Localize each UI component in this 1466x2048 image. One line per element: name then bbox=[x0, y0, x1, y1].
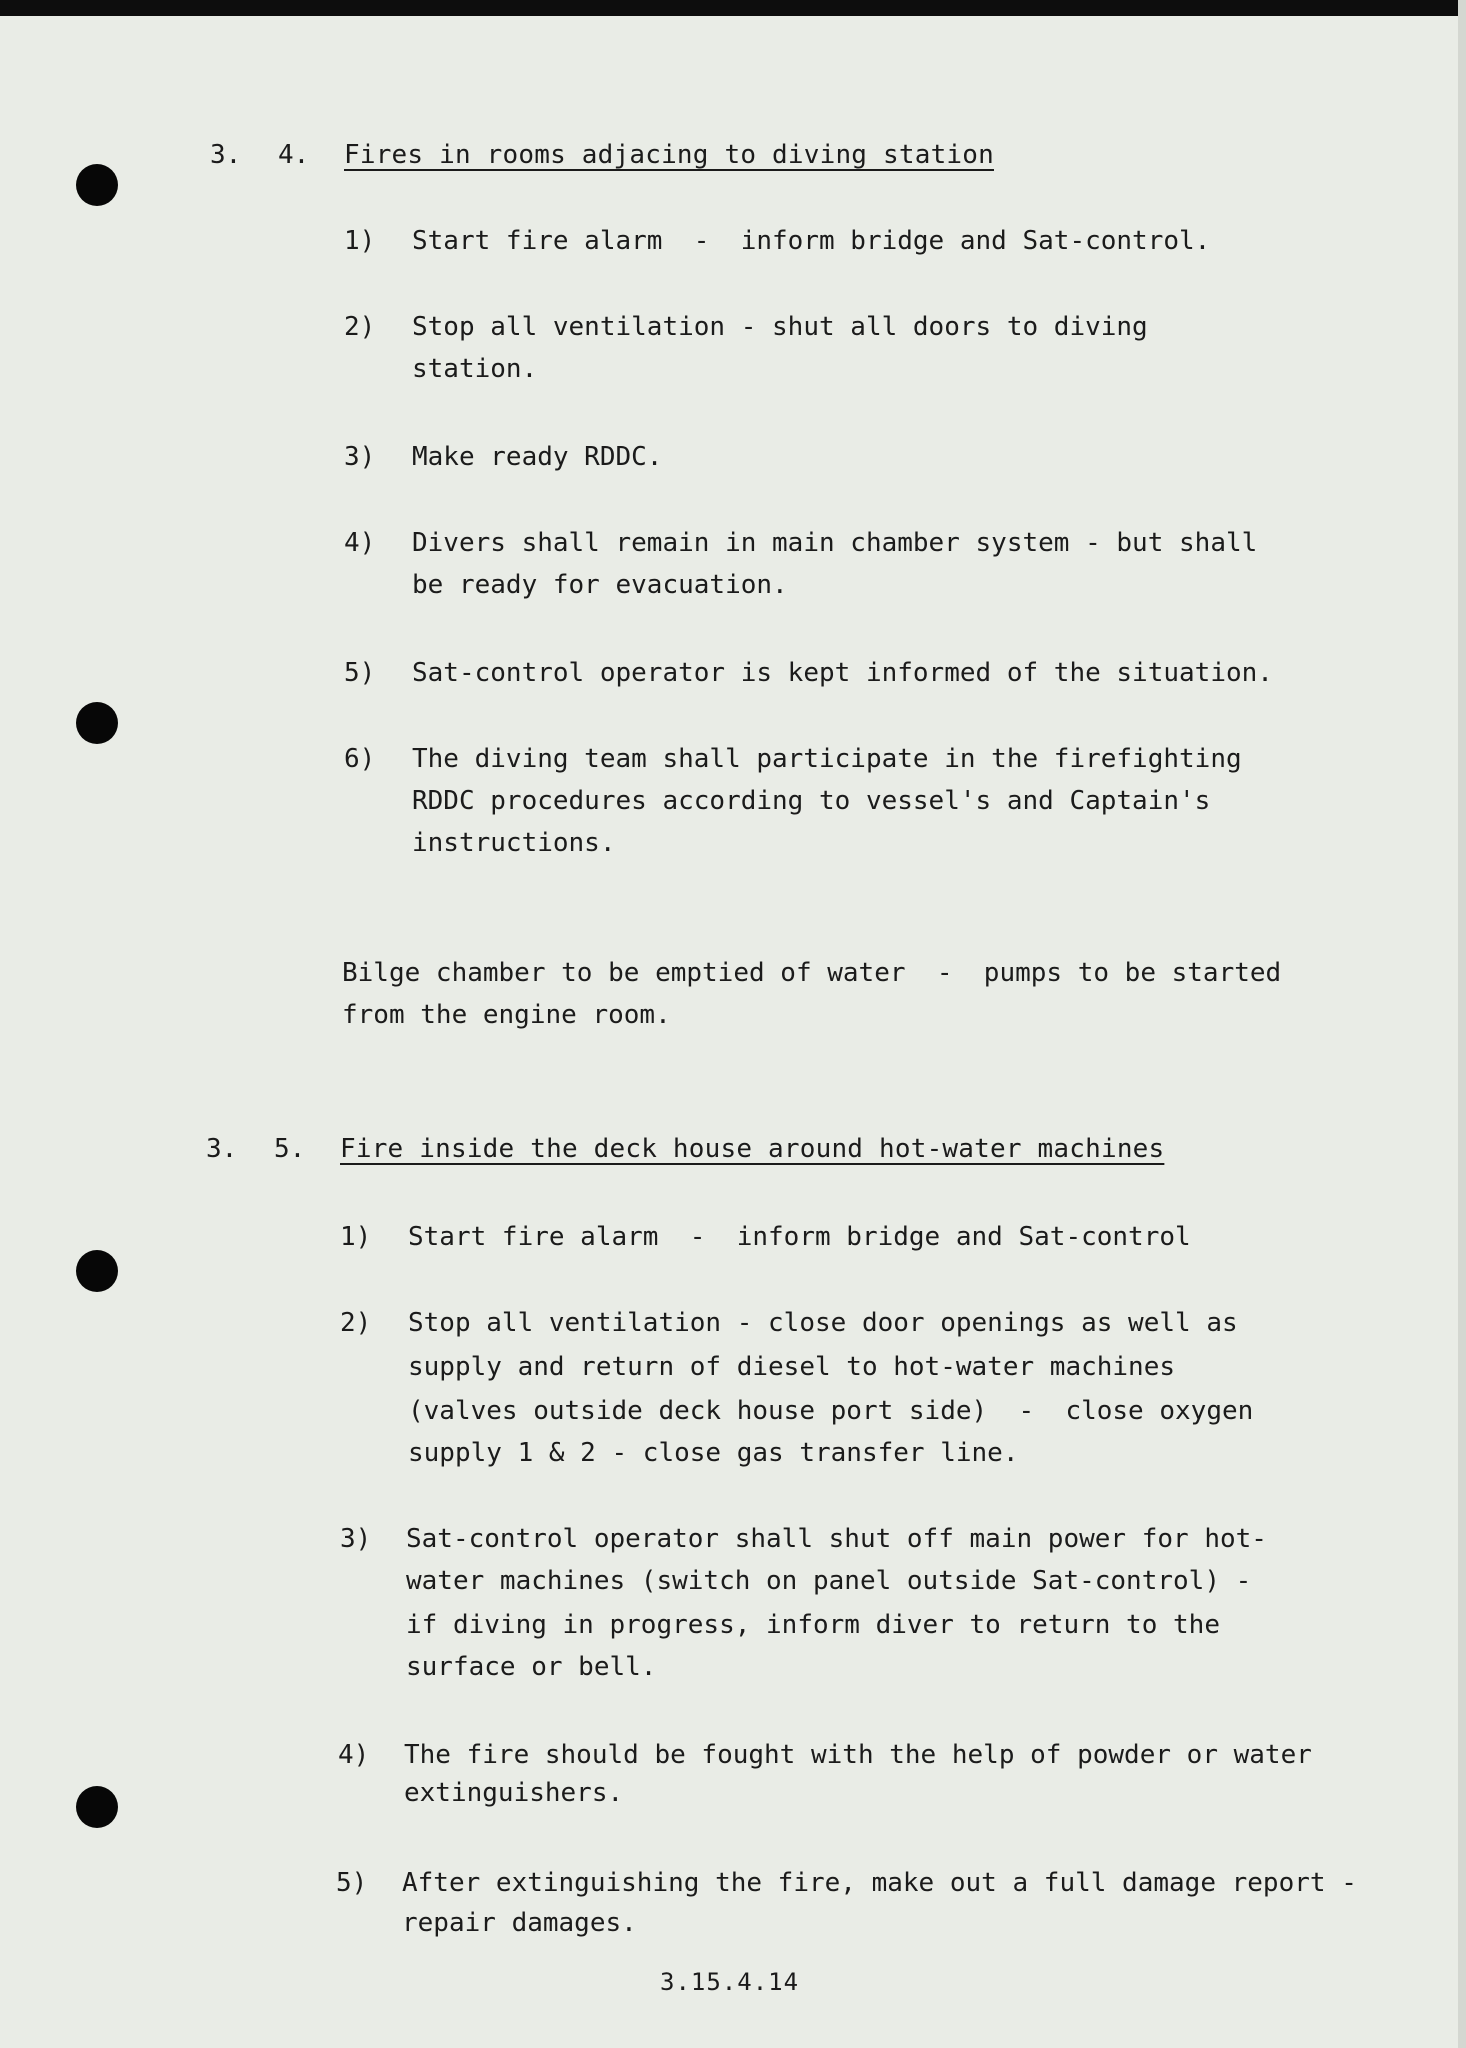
s35-item-1-number: 1) bbox=[340, 1222, 372, 1252]
punch-hole-1 bbox=[76, 164, 118, 206]
s34-item-3-line-1: Make ready RDDC. bbox=[412, 442, 663, 472]
s35-item-4-number: 4) bbox=[338, 1740, 370, 1770]
section-34-number-major: 3. bbox=[210, 140, 242, 170]
punch-hole-3 bbox=[76, 1250, 118, 1292]
s35-item-3-line-1: Sat-control operator shall shut off main power for hot- bbox=[406, 1524, 1267, 1554]
s35-item-3-line-2: water machines (switch on panel outside Sat-control) - bbox=[406, 1566, 1252, 1596]
punch-hole-4 bbox=[76, 1786, 118, 1828]
s34-item-1-number: 1) bbox=[344, 226, 376, 256]
s34-item-4-number: 4) bbox=[344, 528, 376, 558]
s34-item-5-line-1: Sat-control operator is kept informed of the situation. bbox=[412, 658, 1273, 688]
s34-item-2-line-2: station. bbox=[412, 354, 538, 384]
page-code: 3.15.4.14 bbox=[660, 1968, 800, 1996]
s34-item-4-line-2: be ready for evacuation. bbox=[412, 570, 788, 600]
s34-item-2-number: 2) bbox=[344, 312, 376, 342]
s35-item-5-line-1: After extinguishing the fire, make out a full damage report - bbox=[402, 1868, 1357, 1898]
s34-item-1-line-1: Start fire alarm - inform bridge and Sat-control. bbox=[412, 226, 1211, 256]
s35-item-1-line-1: Start fire alarm - inform bridge and Sat-control bbox=[408, 1222, 1191, 1252]
s35-item-2-number: 2) bbox=[340, 1308, 372, 1338]
s35-item-3-line-3: if diving in progress, inform diver to return to the bbox=[406, 1610, 1220, 1640]
s35-item-2-line-3: (valves outside deck house port side) - close oxygen bbox=[408, 1396, 1254, 1426]
s35-item-2-line-1: Stop all ventilation - close door openings as well as bbox=[408, 1308, 1238, 1338]
s35-item-2-line-4: supply 1 & 2 - close gas transfer line. bbox=[408, 1438, 1019, 1468]
section-34-number-minor: 4. bbox=[278, 140, 310, 170]
s34-item-4-line-1: Divers shall remain in main chamber system - but shall bbox=[412, 528, 1258, 558]
s35-item-4-line-2: extinguishers. bbox=[404, 1778, 624, 1808]
s34-item-6-line-1: The diving team shall participate in the firefighting bbox=[412, 744, 1242, 774]
s34-item-3-number: 3) bbox=[344, 442, 376, 472]
section-35-number-major: 3. bbox=[206, 1134, 238, 1164]
s34-item-5-number: 5) bbox=[344, 658, 376, 688]
s34-item-6-line-3: instructions. bbox=[412, 828, 616, 858]
scan-top-edge bbox=[0, 0, 1466, 16]
s35-item-5-number: 5) bbox=[336, 1868, 368, 1898]
s34-item-6-number: 6) bbox=[344, 744, 376, 774]
s34-item-6-line-2: RDDC procedures according to vessel's and Captain's bbox=[412, 786, 1211, 816]
section-35-title: Fire inside the deck house around hot-water machines bbox=[340, 1134, 1165, 1164]
s34-note-line-1: Bilge chamber to be emptied of water - pumps to be started bbox=[342, 958, 1282, 988]
s35-item-3-number: 3) bbox=[340, 1524, 372, 1554]
s34-note-line-2: from the engine room. bbox=[342, 1000, 671, 1030]
s34-item-2-line-1: Stop all ventilation - shut all doors to diving bbox=[412, 312, 1148, 342]
s35-item-2-line-2: supply and return of diesel to hot-water machines bbox=[408, 1352, 1176, 1382]
section-34-title: Fires in rooms adjacing to diving station bbox=[344, 140, 994, 170]
section-35-number-minor: 5. bbox=[274, 1134, 306, 1164]
s35-item-5-line-2: repair damages. bbox=[402, 1908, 637, 1938]
scan-right-edge bbox=[1458, 0, 1466, 2048]
punch-hole-2 bbox=[76, 702, 118, 744]
s35-item-4-line-1: The fire should be fought with the help of powder or water bbox=[404, 1740, 1312, 1770]
s35-item-3-line-4: surface or bell. bbox=[406, 1652, 657, 1682]
